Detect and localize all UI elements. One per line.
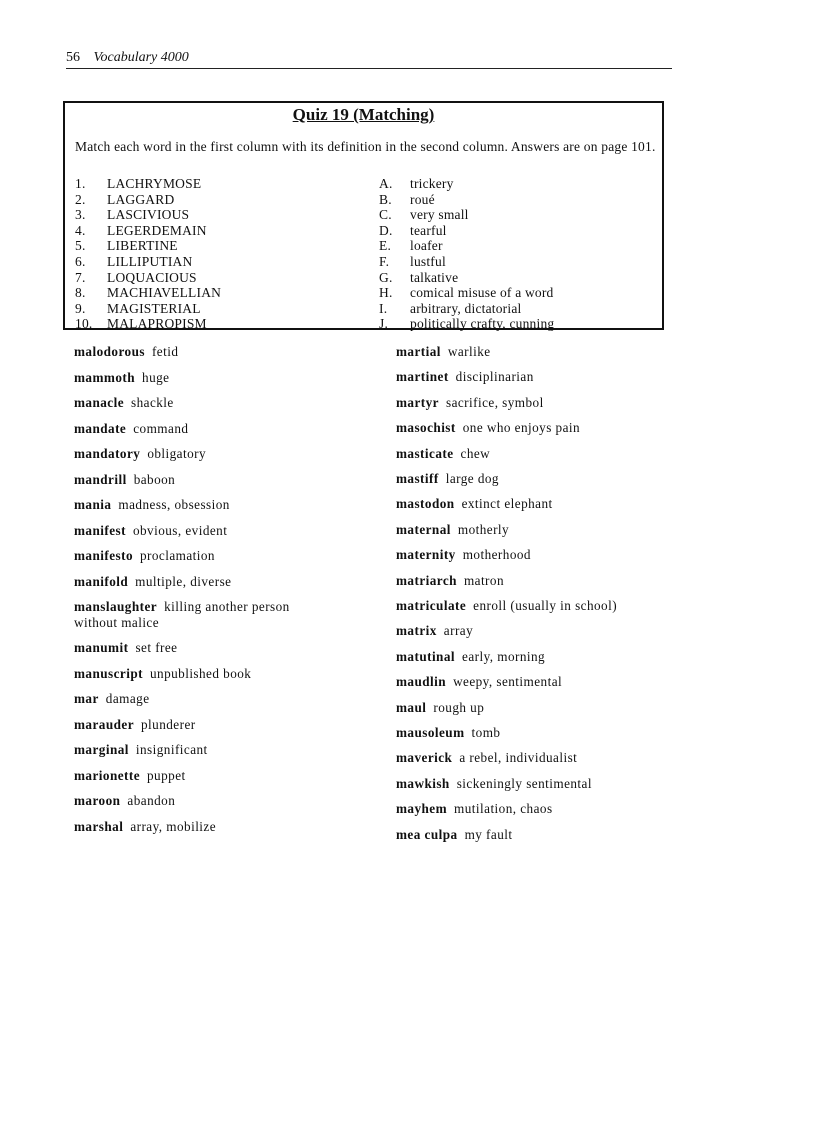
vocab-term: maroon (74, 793, 121, 808)
vocab-definition: array, mobilize (130, 818, 217, 834)
quiz-item-number: 5. (75, 238, 86, 254)
vocab-definition: sacrifice, symbol (445, 394, 544, 410)
quiz-row (75, 254, 656, 270)
vocab-entry (74, 395, 174, 411)
quiz-row (75, 176, 656, 192)
quiz-row (75, 238, 656, 254)
quiz-row (75, 207, 656, 223)
vocab-entry (396, 369, 534, 385)
vocab-definition: plunderer (141, 716, 196, 732)
vocab-entry (396, 750, 577, 766)
vocab-definition: huge (142, 369, 170, 385)
vocab-term: matriarch (396, 572, 457, 588)
quiz-definition-letter: E. (379, 238, 392, 254)
vocab-term: marshal (74, 818, 124, 834)
quiz-definition: very small (410, 207, 469, 223)
vocab-definition: chew (460, 445, 491, 461)
vocab-definition: damage (105, 691, 150, 706)
vocab-definition: command (133, 420, 189, 436)
vocab-term: mania (74, 497, 112, 512)
vocab-entry (396, 446, 490, 462)
quiz-definition-letter: F. (379, 254, 390, 269)
quiz-row (75, 316, 656, 332)
vocab-entry (74, 548, 215, 564)
vocab-entry (396, 471, 499, 487)
vocab-definition: unpublished book (149, 665, 252, 681)
vocab-definition: early, morning (462, 648, 546, 664)
vocab-term: manslaughter (74, 599, 158, 614)
quiz-definition: arbitrary, dictatorial (410, 300, 522, 316)
vocab-entry (396, 827, 512, 843)
vocab-entry (74, 768, 186, 784)
vocab-definition: abandon (127, 793, 176, 808)
vocab-term: manuscript (74, 665, 143, 681)
vocab-term: manifest (74, 522, 126, 538)
vocab-term: maverick (396, 750, 453, 766)
vocab-term: mausoleum (396, 725, 465, 740)
vocab-term: mandate (74, 420, 127, 436)
vocab-entry (74, 599, 324, 631)
quiz-row (75, 192, 656, 208)
quiz-definition-letter: G. (379, 269, 393, 285)
vocab-entry (74, 793, 175, 809)
quiz-definition: trickery (410, 176, 454, 191)
quiz-item-number: 8. (75, 285, 86, 301)
vocab-entry (74, 472, 175, 488)
vocab-entry (74, 370, 169, 386)
page-number: 56 (66, 50, 80, 65)
vocab-definition: set free (135, 640, 178, 655)
vocab-term: marauder (74, 716, 135, 732)
vocab-definition: rough up (433, 699, 485, 715)
quiz-item-number: 4. (75, 222, 86, 238)
quiz-definition-letter: J. (379, 316, 389, 332)
vocab-entry (74, 819, 216, 835)
vocab-definition: a rebel, individualist (459, 750, 578, 766)
vocab-definition: madness, obsession (118, 497, 230, 512)
quiz-row (75, 301, 656, 317)
vocab-term: martyr (396, 394, 439, 410)
vocab-definition: proclamation (140, 548, 215, 563)
vocab-entry (74, 523, 227, 539)
quiz-word: LEGERDEMAIN (107, 222, 207, 238)
quiz-definition-letter: I. (379, 300, 388, 316)
vocab-entry (396, 725, 500, 741)
quiz-word: MAGISTERIAL (107, 300, 201, 316)
quiz-item-number: 6. (75, 254, 86, 269)
vocab-definition: enroll (usually in school) (473, 598, 618, 613)
quiz-definition-letter: H. (379, 285, 393, 301)
vocab-definition: motherhood (462, 547, 531, 563)
vocab-entry (396, 801, 553, 817)
vocab-definition: weepy, sentimental (453, 674, 563, 690)
vocab-term: masochist (396, 420, 456, 436)
vocab-definition: puppet (147, 767, 186, 783)
vocab-definition: multiple, diverse (135, 573, 232, 589)
quiz-word: LASCIVIOUS (107, 207, 190, 223)
quiz-item-number: 9. (75, 300, 86, 316)
vocab-entry (396, 573, 504, 589)
vocab-definition: disciplinarian (455, 369, 534, 385)
vocab-term: mar (74, 691, 99, 706)
vocab-entry (396, 395, 544, 411)
vocab-term: maul (396, 699, 427, 715)
vocab-definition: extinct elephant (461, 496, 553, 512)
quiz-row (75, 270, 656, 286)
vocab-term: manifold (74, 573, 129, 589)
vocab-term: maternal (396, 521, 451, 537)
vocab-entry (396, 496, 553, 512)
quiz-item-number: 1. (75, 176, 86, 191)
vocab-term: mawkish (396, 775, 450, 791)
quiz-definition: lustful (410, 254, 446, 269)
vocab-term: marionette (74, 767, 141, 783)
vocab-entry (396, 623, 473, 639)
vocab-definition: mutilation, chaos (454, 801, 553, 817)
vocab-term: mandatory (74, 446, 141, 461)
vocab-entry (74, 640, 178, 656)
vocab-entry (74, 344, 178, 360)
vocab-term: matrix (396, 623, 437, 639)
vocab-term: martinet (396, 369, 449, 385)
quiz-word: LACHRYMOSE (107, 176, 202, 191)
vocab-definition: killing another person without malice (74, 599, 290, 630)
vocab-definition: array (443, 623, 474, 639)
vocab-entry (396, 598, 617, 614)
quiz-word: MACHIAVELLIAN (107, 285, 222, 301)
vocab-definition: warlike (447, 344, 491, 359)
vocab-entry (396, 547, 531, 563)
quiz-row (75, 223, 656, 239)
vocab-definition: fetid (151, 344, 179, 359)
quiz-definition-letter: D. (379, 222, 393, 238)
quiz-definition-letter: B. (379, 191, 392, 207)
vocab-term: mastodon (396, 496, 455, 512)
quiz-definition: roué (410, 191, 435, 207)
quiz-definition: talkative (410, 269, 459, 285)
quiz-word: LOQUACIOUS (107, 269, 197, 285)
vocab-definition: matron (463, 572, 504, 588)
vocab-term: maudlin (396, 674, 447, 690)
quiz-title: Quiz 19 (Matching) (292, 105, 435, 124)
quiz-definition: comical misuse of a word (410, 285, 554, 301)
quiz-word: MALAPROPISM (107, 316, 207, 332)
vocab-definition: my fault (464, 826, 513, 842)
vocab-definition: one who enjoys pain (462, 420, 581, 436)
vocab-entry (74, 666, 251, 682)
vocab-term: mea culpa (396, 826, 458, 842)
vocab-term: matutinal (396, 648, 456, 664)
quiz-definition: tearful (410, 222, 447, 238)
vocab-definition: baboon (133, 471, 176, 487)
vocab-entry (74, 691, 150, 707)
quiz-item-number: 7. (75, 269, 86, 285)
vocab-entry (74, 574, 231, 590)
vocab-definition: tomb (471, 725, 501, 740)
vocab-entry (74, 497, 230, 513)
quiz-row (75, 285, 656, 301)
quiz-definition: loafer (410, 238, 443, 254)
vocab-term: masticate (396, 445, 454, 461)
quiz-definition-letter: A. (379, 176, 393, 191)
quiz-word: LIBERTINE (107, 238, 178, 254)
quiz-instructions: Match each word in the first column with its definition in the second column. Answers are on page 101. (75, 139, 656, 154)
vocab-entry (396, 776, 592, 792)
vocab-term: mandrill (74, 471, 127, 487)
vocab-term: matriculate (396, 598, 467, 613)
vocab-term: marginal (74, 742, 129, 757)
vocab-entry (74, 717, 196, 733)
vocab-entry (396, 344, 491, 360)
vocab-term: manumit (74, 640, 129, 655)
vocab-entry (74, 742, 208, 758)
vocab-entry (396, 522, 509, 538)
vocab-term: mammoth (74, 369, 136, 385)
vocab-definition: large dog (445, 471, 499, 486)
vocab-definition: shackle (131, 395, 174, 410)
vocab-definition: sickeningly sentimental (456, 775, 592, 791)
quiz-box (63, 101, 664, 330)
vocab-entry (396, 649, 545, 665)
vocab-definition: motherly (457, 521, 510, 537)
vocab-term: mastiff (396, 471, 439, 486)
quiz-definition: politically crafty, cunning (410, 316, 555, 332)
quiz-word: LILLIPUTIAN (107, 254, 193, 269)
vocab-definition: obligatory (147, 446, 207, 461)
running-head (66, 50, 672, 69)
quiz-item-number: 10. (75, 316, 93, 332)
vocab-term: maternity (396, 547, 456, 563)
vocab-entry (74, 446, 206, 462)
vocab-definition: obvious, evident (132, 522, 228, 538)
quiz-item-number: 3. (75, 207, 86, 223)
vocab-term: malodorous (74, 344, 145, 359)
quiz-item-number: 2. (75, 191, 86, 207)
book-title: Vocabulary 4000 (93, 50, 189, 65)
vocab-definition: insignificant (135, 742, 208, 757)
vocab-term: mayhem (396, 801, 448, 817)
vocab-entry (74, 421, 188, 437)
vocab-entry (396, 420, 580, 436)
quiz-word: LAGGARD (107, 191, 175, 207)
vocab-entry (396, 674, 562, 690)
vocab-term: manacle (74, 395, 125, 410)
quiz-definition-letter: C. (379, 207, 392, 223)
vocab-term: martial (396, 344, 441, 359)
vocab-term: manifesto (74, 548, 133, 563)
vocab-entry (396, 700, 484, 716)
